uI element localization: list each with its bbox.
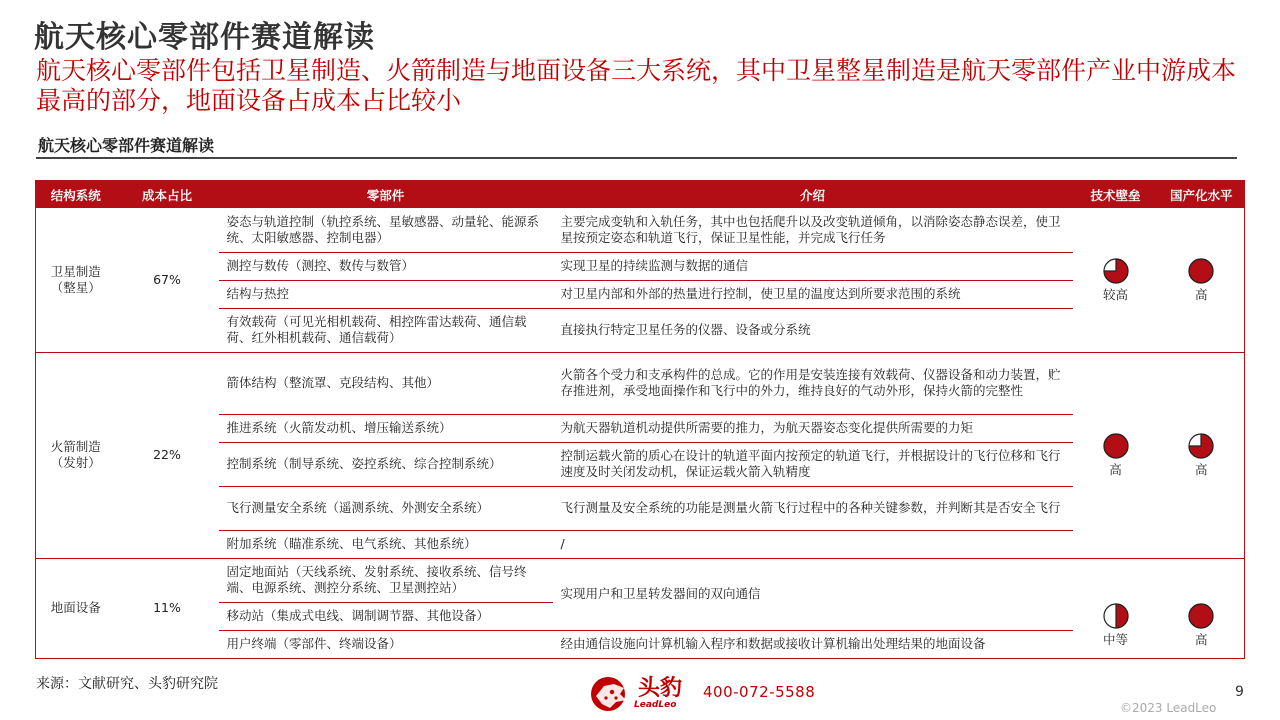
- component-cell: 结构与热控: [219, 280, 553, 308]
- header-localization: 国产化水平: [1159, 181, 1245, 209]
- leadleo-logo: [588, 672, 682, 716]
- harvey-ball-icon: [1102, 432, 1130, 460]
- copyright-note: ©2023 LeadLeo: [1120, 701, 1217, 715]
- system-label: 火箭制造 （发射）: [50, 439, 101, 470]
- harvey-ball-icon: [1187, 432, 1215, 460]
- harvey-ball-fill: [1104, 434, 1128, 458]
- header-barrier: 技术壁垒: [1073, 181, 1159, 209]
- barrier-cell: [1073, 208, 1159, 352]
- description-cell: 火箭各个受力和支承构件的总成。它的作用是安装连接有效载荷、仪器设备和动力装置，贮存推进剂，承受地面操作和飞行中的外力，维持良好的气动外形，保持火箭的完整性: [553, 352, 1073, 414]
- section-divider: [36, 157, 1237, 159]
- localization-label: 高: [1194, 286, 1208, 302]
- page-number: 9: [1235, 684, 1244, 700]
- contact-phone: 400-072-5588: [703, 683, 816, 701]
- components-table: [35, 180, 1245, 659]
- description-cell: 为航天器轨道机动提供所需要的推力，为航天器姿态变化提供所需要的力矩: [553, 414, 1073, 442]
- component-cell: 有效载荷（可见光相机载荷、相控阵雷达载荷、通信载荷、红外相机载荷、通信载荷）: [219, 308, 553, 352]
- system-label: 卫星制造 （整星）: [50, 263, 101, 295]
- component-cell: 控制系统（制导系统、姿控系统、综合控制系统）: [219, 442, 553, 486]
- harvey-ball-icon: [1187, 257, 1215, 285]
- cost-value: 11%: [153, 600, 181, 615]
- harvey-ball-icon: [1102, 602, 1130, 630]
- description-cell: 控制运载火箭的质心在设计的轨道平面内按预定的轨道飞行，并根据设计的飞行位移和飞行速度及时关闭发动机，保证运载火箭入轨精度: [553, 442, 1073, 486]
- header-cost: 成本占比: [116, 181, 219, 209]
- component-cell: 固定地面站（天线系统、发射系统、接收系统、信号终端、电源系统、测控分系统、卫星测控站）: [219, 558, 553, 602]
- system-label: 地面设备: [50, 600, 101, 615]
- table-row: [36, 352, 1245, 414]
- harvey-ball-icon: [1187, 602, 1215, 630]
- system-cell: [36, 558, 116, 658]
- cost-value: 67%: [153, 271, 181, 287]
- barrier-cell: [1073, 352, 1159, 558]
- localization-label: 高: [1194, 632, 1208, 647]
- localization-cell: [1159, 558, 1245, 658]
- system-cell: [36, 208, 116, 352]
- leopard-logo-icon: [588, 674, 632, 714]
- barrier-cell: [1073, 558, 1159, 658]
- barrier-label: 中等: [1102, 632, 1128, 647]
- description-cell: 经由通信设施向计算机输入程序和数据或接收计算机输出处理结果的地面设备: [560, 636, 986, 651]
- component-cell: 箭体结构（整流罩、克段结构、其他）: [219, 352, 553, 414]
- description-cell: 飞行测量及安全系统的功能是测量火箭飞行过程中的各种关键参数，并判断其是否安全飞行: [553, 486, 1073, 530]
- component-cell: 推进系统（火箭发动机、增压输送系统）: [219, 414, 553, 442]
- component-cell: 附加系统（瞄准系统、电气系统、其他系统）: [219, 530, 553, 558]
- component-cell: 测控与数传（测控、数传与数管）: [219, 252, 553, 280]
- table-header-row: [36, 181, 1245, 209]
- header-system: 结构系统: [36, 181, 116, 209]
- barrier-label: 较高: [1102, 286, 1128, 302]
- harvey-ball-fill: [1116, 604, 1128, 628]
- cost-cell: [116, 352, 219, 558]
- cost-cell: [116, 558, 219, 658]
- localization-cell: [1159, 352, 1245, 558]
- description-cell: 实现用户和卫星转发器间的双向通信: [553, 558, 1073, 630]
- harvey-ball-fill: [1189, 604, 1213, 628]
- component-cell: 移动站（集成式电线、调制调节器、其他设备）: [219, 602, 553, 630]
- header-component: 零部件: [219, 181, 553, 209]
- table-row: [36, 208, 1245, 252]
- cost-cell: [116, 208, 219, 352]
- cost-value: 22%: [153, 447, 181, 462]
- description-cell: 实现卫星的持续监测与数据的通信: [553, 252, 1073, 280]
- system-cell: [36, 352, 116, 558]
- localization-cell: [1159, 208, 1245, 352]
- description-cell: /: [553, 530, 1073, 558]
- header-description: 介绍: [553, 181, 1073, 209]
- description-cell: 对卫星内部和外部的热量进行控制，使卫星的温度达到所要求范围的系统: [553, 280, 1073, 308]
- logo-text-en: LeadLeo: [634, 700, 677, 710]
- component-cell: 飞行测量安全系统（遥测系统、外测安全系统）: [219, 486, 553, 530]
- table-row: [36, 558, 1245, 602]
- page-subtitle: 航天核心零部件包括卫星制造、火箭制造与地面设备三大系统，其中卫星整星制造是航天零部件产业中游成本最高的部分，地面设备占成本占比较小: [36, 56, 1237, 115]
- component-cell: 用户终端（零部件、终端设备）: [226, 636, 402, 651]
- description-cell: 直接执行特定卫星任务的仪器、设备或分系统: [553, 308, 1073, 352]
- description-cell: 主要完成变轨和入轨任务，其中也包括爬升以及改变轨道倾角，以消除姿态静态误差，使卫星按预定姿态和轨道飞行，保证卫星性能，并完成飞行任务: [553, 208, 1073, 252]
- harvey-ball-fill: [1189, 259, 1213, 283]
- page-title: 航天核心零部件赛道解读: [34, 20, 375, 55]
- component-cell: 姿态与轨道控制（轨控系统、星敏感器、动量轮、能源系统、太阳敏感器、控制电器）: [219, 208, 553, 252]
- logo-text-cn: 头豹: [638, 676, 683, 701]
- harvey-ball-icon: [1102, 257, 1130, 285]
- source-note: 来源：文献研究、头豹研究院: [36, 676, 218, 692]
- barrier-label: 高: [1109, 462, 1122, 477]
- localization-label: 高: [1194, 462, 1208, 477]
- section-title: 航天核心零部件赛道解读: [38, 136, 215, 155]
